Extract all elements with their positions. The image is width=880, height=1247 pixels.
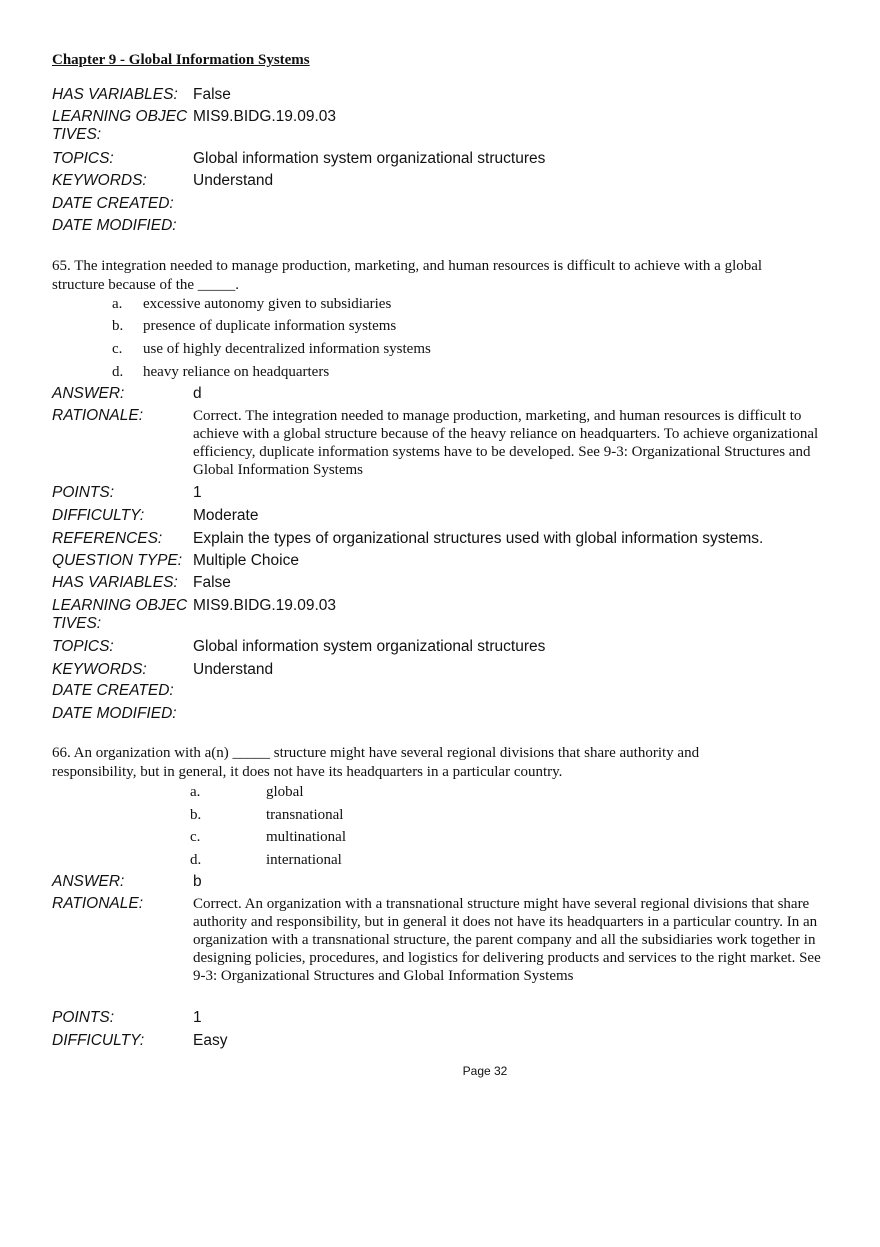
document-page: Chapter 9 - Global Information Systems HAS VARIABLES: False LEARNING OBJEC MIS9.BIDG.19.09.03 TIVES: TOPICS: Global information system organizational structures KEYWORDS: Understand DATE CREATED: DATE MODIFIED: 65. The integration needed to manage production, marketing, and human resources is difficult to achieve with a global structure because of the _____. a. excessive autonomy given to subsidiaries b. presence of duplicate information systems c. use of highly decentralized information systems d. heavy reliance on headquarters ANSWER: d RATIONALE: Correct. The integration needed to manage production, marketing, and human resources is difficult to achieve with a global structure because of the heavy reliance on headquarters. To achieve organizational efficiency, duplicate information systems have to be developed. See 9-3: Organizational Structures and Global Information Systems POINTS: 1 DIFFICULTY: Moderate REFERENCES: Explain the types of organizational structures used with global information systems. QUESTION TYPE: Multiple Choice HAS VARIABLES: False LEARNING OBJEC MIS9.BIDG.19.09.03 TIVES: TOPICS: Global information system organizational structures KEYWORDS: Understand DATE CREATED: DATE MODIFIED: 66. An organization with a(n) _____ structure might have several regional divisions that share authority and responsibility, but in general, it does not have its headquarters in a particular country. a. global b. transnational c. multinational d. international ANSWER: b RATIONALE: Correct. An organization with a transnational structure might have several regional divisions that share authority and responsibility, but in general it does not have its headquarters in a particular country. In an organization with a transnational structure, the parent company and all the subsidiaries work together in designing policies, procedures, and logistics for delivering products and services to the right market. See 9-3: Organizational Structures and Global Information Systems POINTS: 1 DIFFICULTY: Easy Page 32 xyxy=(0,0,880,1247)
chapter-title: Chapter 9 - Global Information Systems xyxy=(52,52,310,68)
page-number: Page 32 xyxy=(462,1064,508,1078)
question-66-text: 66. An organization with a(n) _____ structure might have several regional divisions that share authority and responsibility, but in general, it does not have its headquarters in a particular country. xyxy=(52,745,700,780)
question-65-text: 65. The integration needed to manage production, marketing, and human resources is difficult to achieve with a global structure because of the _____. xyxy=(52,258,763,293)
